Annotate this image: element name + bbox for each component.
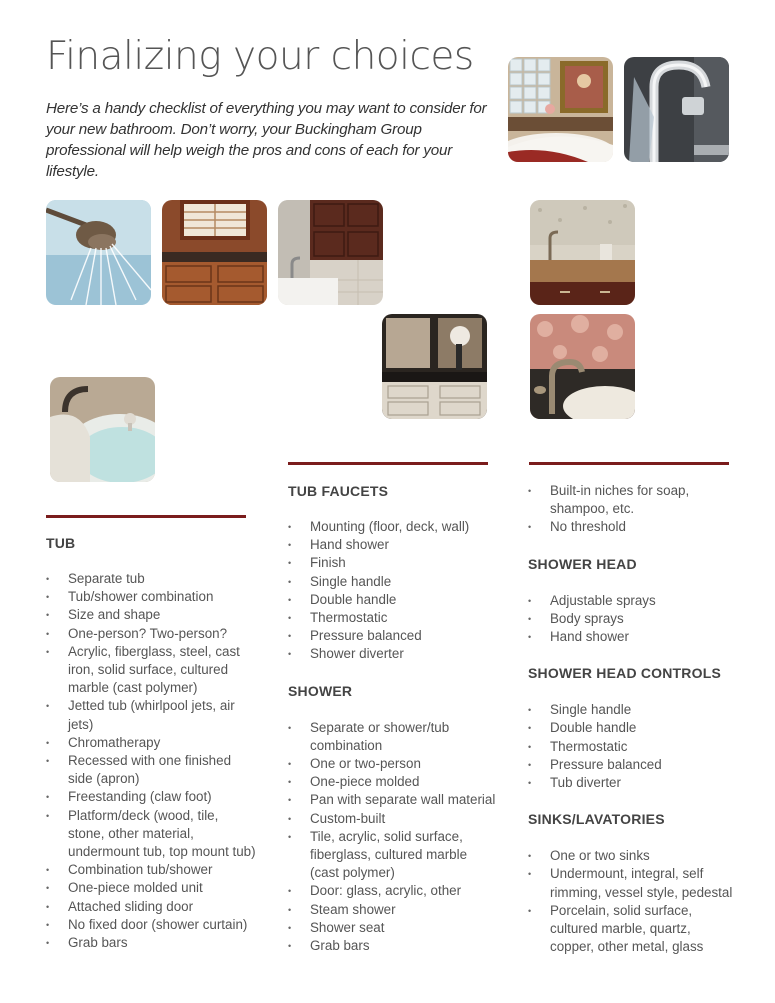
list-item: • Separate tub	[46, 570, 256, 588]
list-item: • One-piece molded	[288, 773, 498, 791]
list-item: • One or two-person	[288, 755, 498, 773]
page-title: Finalizing your choices	[46, 34, 474, 79]
list-item: • Tub/shower combination	[46, 588, 256, 606]
divider-tub	[46, 515, 246, 518]
divider-middle	[288, 462, 488, 465]
photo-freestanding-faucet	[624, 57, 729, 162]
list-item: • Jetted tub (whirlpool jets, air jets)	[46, 697, 256, 733]
section-title-tub-faucets: TUB FAUCETS	[288, 483, 389, 499]
list-item: • Chromatherapy	[46, 734, 256, 752]
list-item: • Pan with separate wall material	[288, 791, 498, 809]
photo-glass-block-tub	[508, 57, 613, 162]
section-title-sinks: SINKS/LAVATORIES	[528, 811, 665, 828]
divider-right	[529, 462, 729, 465]
list-item: • Hand shower	[528, 628, 738, 646]
list-item: • Tub diverter	[528, 774, 738, 792]
column-faucets-shower	[288, 482, 498, 955]
list-item: • Double handle	[288, 591, 498, 609]
list-item: • Tile, acrylic, solid surface, fiberglass, cultured marble (cast polymer)	[288, 828, 498, 883]
section-title-shower: SHOWER	[288, 682, 353, 699]
list-item: • Pressure balanced	[288, 627, 498, 645]
photo-cabinets-window	[162, 200, 267, 305]
list-item: • No fixed door (shower curtain)	[46, 916, 256, 934]
list-item: • Grab bars	[46, 934, 256, 952]
column-right	[528, 482, 738, 956]
sinks-list	[528, 847, 738, 956]
shower-head-list	[528, 592, 738, 647]
column-tub	[46, 534, 256, 952]
photo-mirrored-vanity	[382, 314, 487, 419]
list-item: • Attached sliding door	[46, 898, 256, 916]
list-item: • Adjustable sprays	[528, 592, 738, 610]
list-item: • One-person? Two-person?	[46, 625, 256, 643]
list-item: • Acrylic, fiberglass, steel, cast iron, solid surface, cultured marble (cast polymer)	[46, 643, 256, 698]
list-item: • Built-in niches for soap, shampoo, etc.	[528, 482, 738, 518]
list-item: • Door: glass, acrylic, other	[288, 882, 498, 900]
list-item: • Undermount, integral, self rimming, vessel style, pedestal	[528, 865, 738, 901]
list-item: • No threshold	[528, 518, 738, 536]
list-item: • Custom-built	[288, 810, 498, 828]
photo-tub-tile-floor	[278, 200, 383, 305]
list-item: • Shower seat	[288, 919, 498, 937]
list-item: • Mounting (floor, deck, wall)	[288, 518, 498, 536]
list-item: • Thermostatic	[528, 738, 738, 756]
list-item: • Size and shape	[46, 606, 256, 624]
section-title-shower-head: SHOWER HEAD	[528, 555, 637, 572]
list-item: • One-piece molded unit	[46, 879, 256, 897]
list-item: • Thermostatic	[288, 609, 498, 627]
list-item: • Hand shower	[288, 536, 498, 554]
shower-continued-list	[528, 482, 738, 537]
list-item: • Freestanding (claw foot)	[46, 788, 256, 806]
list-item: • Pressure balanced	[528, 756, 738, 774]
photo-shower-head	[46, 200, 151, 305]
section-title-shower-head-controls: SHOWER HEAD CONTROLS	[528, 665, 721, 682]
list-item: • Shower diverter	[288, 645, 498, 663]
list-item: • Body sprays	[528, 610, 738, 628]
list-item: • Grab bars	[288, 937, 498, 955]
list-item: • Finish	[288, 554, 498, 572]
list-item: • Porcelain, solid surface, cultured marble, quartz, copper, other metal, glass	[528, 902, 738, 957]
shower-list	[288, 719, 498, 956]
list-item: • One or two sinks	[528, 847, 738, 865]
shower-head-controls-list	[528, 701, 738, 792]
photo-vanity-faucet	[530, 200, 635, 305]
tub-faucets-list	[288, 518, 498, 664]
list-item: • Single handle	[288, 573, 498, 591]
list-item: • Separate or shower/tub combination	[288, 719, 498, 755]
photo-sink-faucet	[530, 314, 635, 419]
list-item: • Recessed with one finished side (apron)	[46, 752, 256, 788]
list-item: • Combination tub/shower	[46, 861, 256, 879]
section-title-tub: TUB	[46, 535, 76, 551]
intro-text: Here’s a handy checklist of everything you may want to consider for your new bathroom. Don’t worry, your Buckingham Group professional will help weigh the pros and cons of each for your lifestyle.	[46, 100, 487, 180]
tub-list	[46, 570, 256, 952]
list-item: • Steam shower	[288, 901, 498, 919]
list-item: • Single handle	[528, 701, 738, 719]
list-item: • Platform/deck (wood, tile, stone, other material, undermount tub, top mount tub)	[46, 807, 256, 862]
list-item: • Double handle	[528, 719, 738, 737]
photo-tub-detail	[50, 377, 155, 482]
